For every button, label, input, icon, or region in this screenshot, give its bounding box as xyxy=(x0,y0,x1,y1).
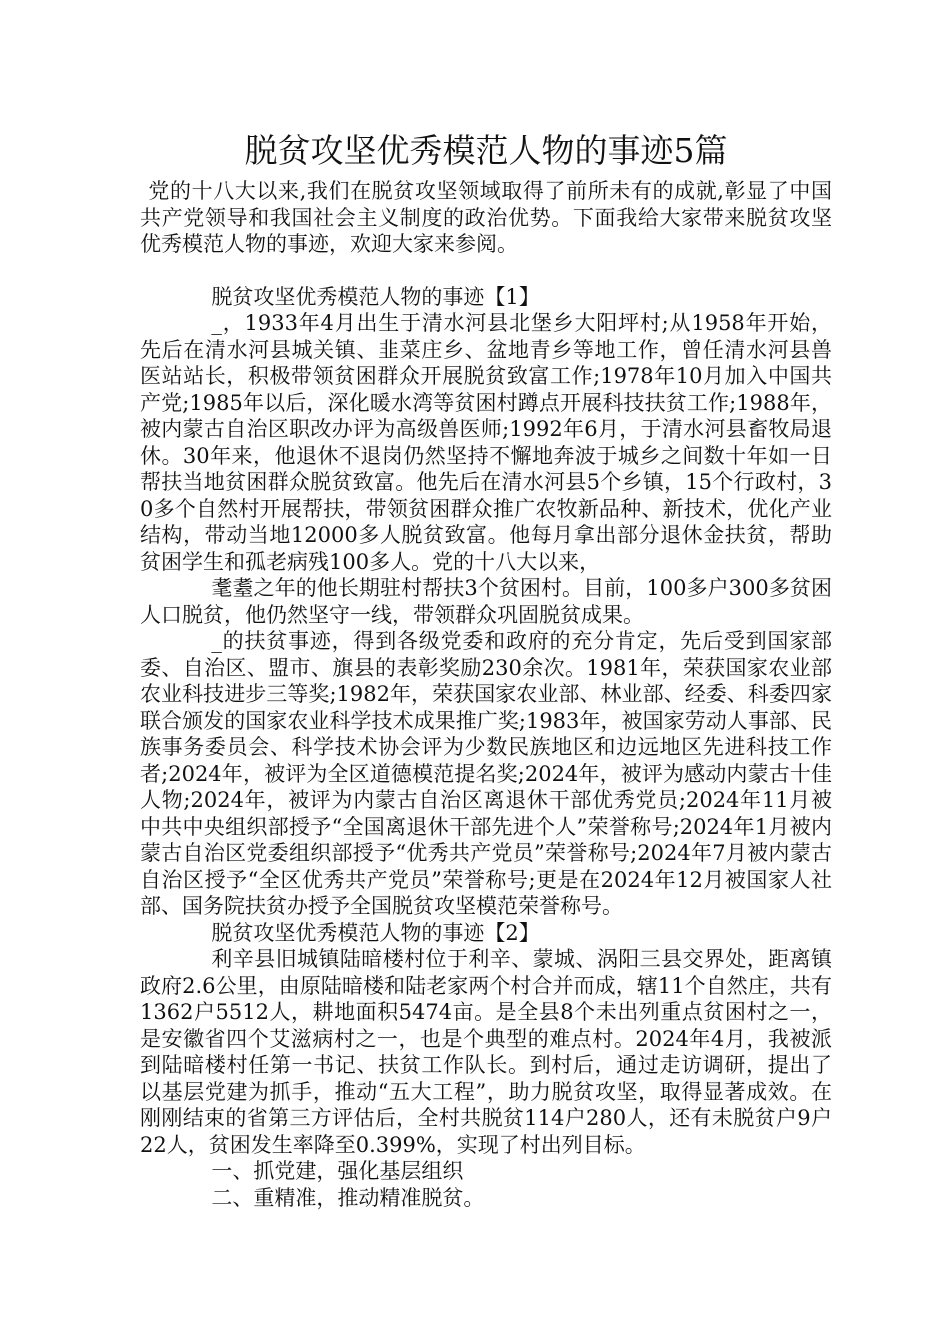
section-2-heading: 脱贫攻坚优秀模范人物的事迹【2】 xyxy=(211,920,540,945)
section-2-list-item-1: 一、抓党建，强化基层组织 xyxy=(211,1159,464,1183)
section-1-heading: 脱贫攻坚优秀模范人物的事迹【1】 xyxy=(211,284,540,309)
section-2-list-item-2: 二、重精准，推动精准脱贫。 xyxy=(211,1185,485,1210)
section-1-paragraph-2: 耄耋之年的他长期驻村帮扶3个贫困村。目前，100多户300多贫困人口脱贫，他仍然坚守一线，带领群众巩固脱贫成果。 xyxy=(140,576,832,627)
section-1-paragraph-1: _，1933年4月出生于清水河县北堡乡大阳坪村;从1958年开始，先后在清水河县城关镇、韭菜庄乡、盆地青乡等地工作，曾任清水河县兽医站站长，积极带领贫困群众开展脱贫致富工作;1978年10月加入中国共产党;1985年以后，深化暖水湾等贫困村蹲点开展科技扶贫工作;1988年，被内蒙古自治区职改办评为高级兽医师;1992年6月，于清水河县畜牧局退休。30年来，他退休不退岗仍然坚持不懈地奔波于城乡之间数十年如一日帮扶当地贫困群众脱贫致富。他先后在清水河县5个乡镇，15个行政村，30多个自然村开展帮扶，带领贫困群众推广农牧新品种、新技术，优化产业结构，带动当地12000多人脱贫致富。他每月拿出部分退休金扶贫，帮助贫困学生和孤老病残100多人。党的十八大以来， xyxy=(140,311,832,574)
section-1-paragraph-3: _的扶贫事迹，得到各级党委和政府的充分肯定，先后受到国家部委、自治区、盟市、旗县的表彰奖励230余次。1981年，荣获国家农业部农业科技进步三等奖;1982年，荣获国家农业部、林业部、经委、科委四家联合颁发的国家农业科学技术成果推广奖;1983年，被国家劳动人事部、民族事务委员会、科学技术协会评为少数民族地区和边远地区先进科技工作者;2024年，被评为全区道德模范提名奖;2024年，被评为感动内蒙古十佳人物;2024年，被评为内蒙古自治区离退休干部优秀党员;2024年11月被中共中央组织部授予“全国离退休干部先进个人”荣誉称号;2024年1月被内蒙古自治区党委组织部授予“优秀共产党员”荣誉称号;2024年7月被内蒙古自治区授予“全区优秀共产党员”荣誉称号;更是在2024年12月被国家人社部、国务院扶贫办授予全国脱贫攻坚模范荣誉称号。 xyxy=(140,629,832,918)
section-2-paragraph-1: 利辛县旧城镇陆暗楼村位于利辛、蒙城、涡阳三县交界处，距离镇政府2.6公里，由原陆暗楼和陆老家两个村合并而成，辖11个自然庄，共有1362户5512人，耕地面积5474亩。是全县8个未出列重点贫困村之一，是安徽省四个艾滋病村之一，也是个典型的难点村。2024年4月，我被派到陆暗楼村任第一书记、扶贫工作队长。到村后，通过走访调研，提出了以基层党建为抓手，推动“五大工程”，助力脱贫攻坚，取得显著成效。在刚刚结束的省第三方评估后，全村共脱贫114户280人，还有未脱贫户9户22人，贫困发生率降至0.399%，实现了村出列目标。 xyxy=(140,947,832,1157)
document-title: 脱贫攻坚优秀模范人物的事迹5篇 xyxy=(244,131,728,170)
intro-paragraph: 党的十八大以来,我们在脱贫攻坚领域取得了前所未有的成就,彰显了中国共产党领导和我国社会主义制度的政治优势。下面我给大家带来脱贫攻坚优秀模范人物的事迹，欢迎大家来参阅。 xyxy=(140,179,832,256)
paragraph-gap xyxy=(140,258,832,284)
